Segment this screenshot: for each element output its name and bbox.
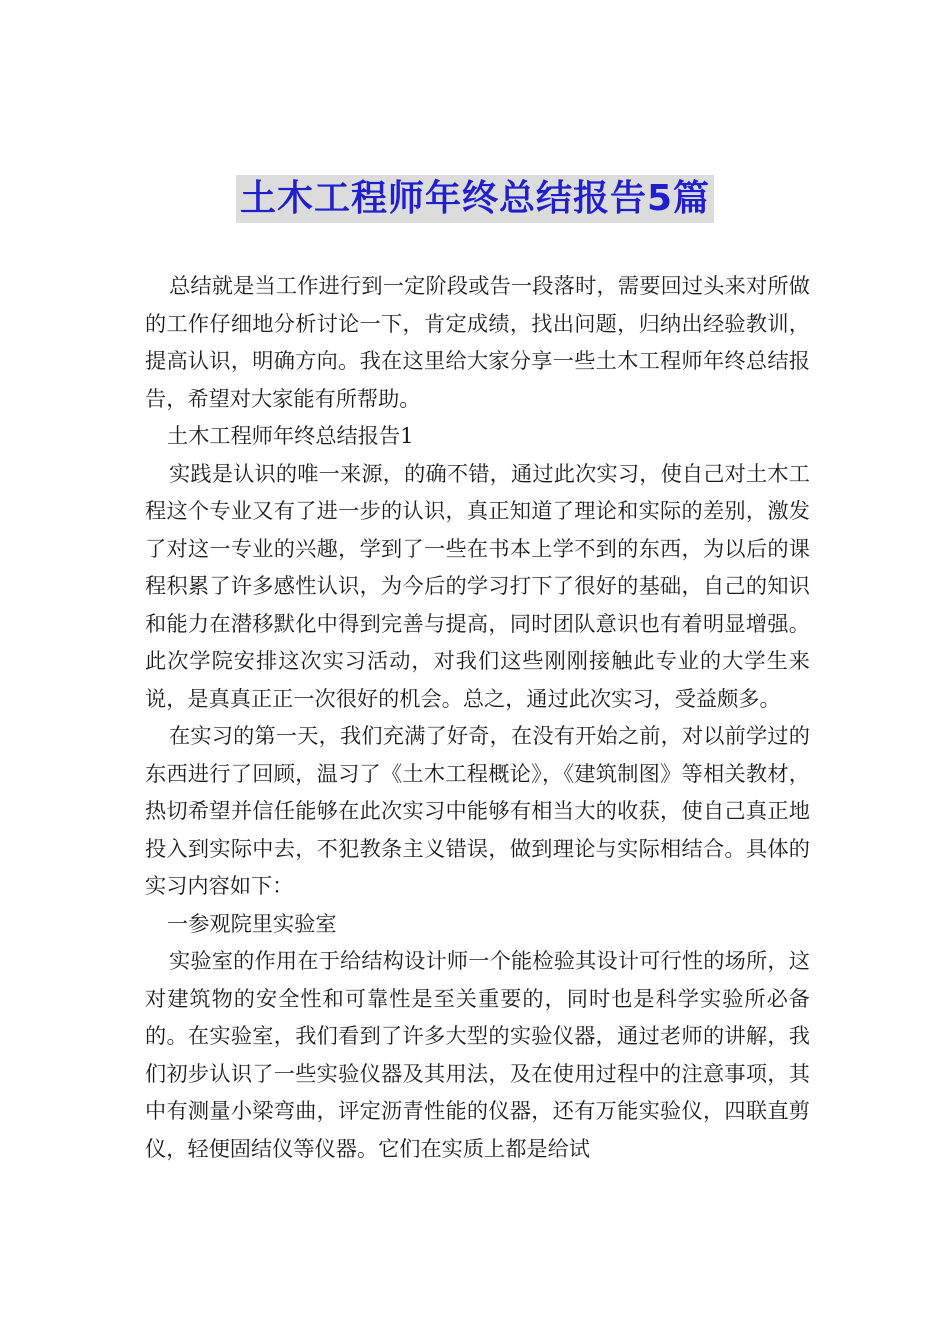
section-heading-report-1: 土木工程师年终总结报告1 — [167, 423, 414, 448]
title-wrap — [0, 175, 950, 223]
body-paragraph: 实践是认识的唯一来源，的确不错，通过此次实习，使自己对土木工程这个专业又有了进一步的认识，真正知道了理论和实际的差别，激发了对这一专业的兴趣，学到了一些在书本上学不到的东西，为以后的课程积累了许多感性认识，为今后的学习打下了很好的基础，自己的知识和能力在潜移默化中得到完善与提高，同时团队意识也有着明显增强。此次学院安排这次实习活动，对我们这些刚刚接触此专业的大学生来说，是真真正正一次很好的机会。总之，通过此次实习，受益颇多。 — [145, 460, 810, 711]
body-paragraph: 实验室的作用在于给结构设计师一个能检验其设计可行性的场所，这对建筑物的安全性和可靠性是至关重要的，同时也是科学实验所必备的。在实验室，我们看到了许多大型的实验仪器，通过老师的讲解，我们初步认识了一些实验仪器及其用法，及在使用过程中的注意事项，其中有测量小梁弯曲，评定沥青性能的仪器，还有万能实验仪，四联直剪仪，轻便固结仪等仪器。它们在实质上都是给试 — [145, 948, 810, 1161]
document-title: 土木工程师年终总结报告5篇 — [236, 175, 714, 223]
body-paragraph: 在实习的第一天，我们充满了好奇，在没有开始之前，对以前学过的东西进行了回顾，温习了《土木工程概论》，《建筑制图》等相关教材，热切希望并信任能够在此次实习中能够有相当大的收获，使自己真正地投入到实际中去，不犯教条主义错误，做到理论与实际相结合。具体的实习内容如下： — [145, 723, 810, 898]
intro-paragraph: 总结就是当工作进行到一定阶段或告一段落时，需要回过头来对所做的工作仔细地分析讨论一下，肯定成绩，找出问题，归纳出经验教训，提高认识，明确方向。我在这里给大家分享一些土木工程师年终总结报告，希望对大家能有所帮助。 — [145, 273, 810, 411]
document-body — [145, 267, 810, 1167]
section-heading-lab-visit: 一参观院里实验室 — [167, 910, 337, 936]
